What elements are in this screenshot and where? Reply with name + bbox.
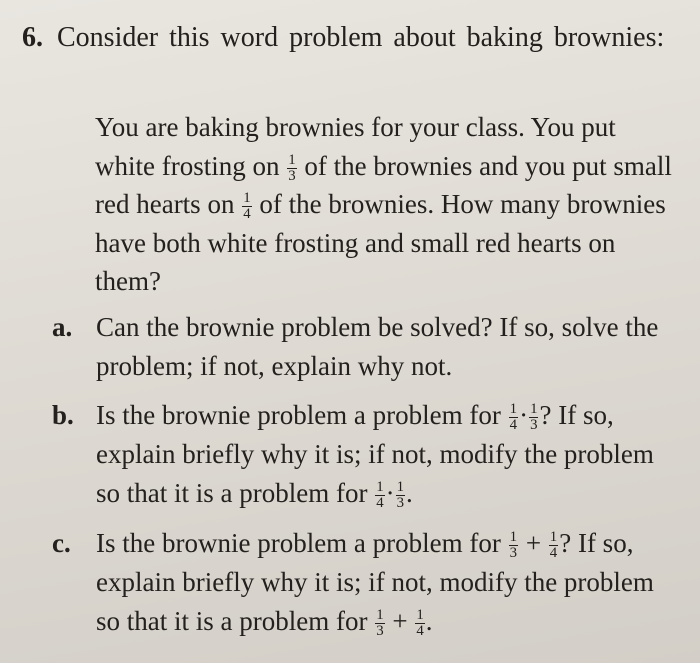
fraction-one-third: $\frac{1}{3}$ [530,401,538,434]
question-text: Is the brownie problem a problem for $\frac{1}{4}$ · $\frac{1}{3}$ ? If so, explain briefly why it is; if not, modify the problem so that it is a problem for $\frac{1}{4}$ · $\frac{1}{3}$ . [96,400,654,512]
fraction-one-third: $\frac{1}{3}$ [288,151,296,184]
word-problem: You are baking brownies for your class. You put white frosting on $\frac{1}{3}$ of the brownies and you put small red hearts on $\frac{1}{4}$ of the brownies. How many brownies have both white frosting and small red hearts on them? [95,112,672,296]
fraction-one-third: $\frac{1}{3}$ [376,607,384,640]
question-label: a. [52,312,73,342]
question-text: Can the brownie problem be solved? If so, solve the problem; if not, explain why not. [96,312,659,381]
fraction-one-third: $\frac{1}{3}$ [396,479,405,512]
question-label: b. [52,400,74,430]
question-label: c. [52,528,71,558]
fraction-one-fourth: $\frac{1}{4}$ [549,529,558,562]
question-text: Is the brownie problem a problem for $\frac{1}{3}$ + $\frac{1}{4}$ ? If so, explain briefly why it is; if not, modify the problem so that it is a problem for $\frac{1}{3}$ + $\frac{1}{4}$ . [96,528,654,640]
fraction-one-fourth: $\frac{1}{4}$ [376,479,384,512]
fraction-one-fourth: $\frac{1}{4}$ [243,190,251,223]
problem-number: 6. [22,22,43,53]
fraction-one-fourth: $\frac{1}{4}$ [416,607,424,640]
fraction-one-fourth: $\frac{1}{4}$ [509,401,518,434]
fraction-one-third: $\frac{1}{3}$ [509,529,518,562]
problem-stem: Consider this word problem about baking brownies: [57,22,665,53]
